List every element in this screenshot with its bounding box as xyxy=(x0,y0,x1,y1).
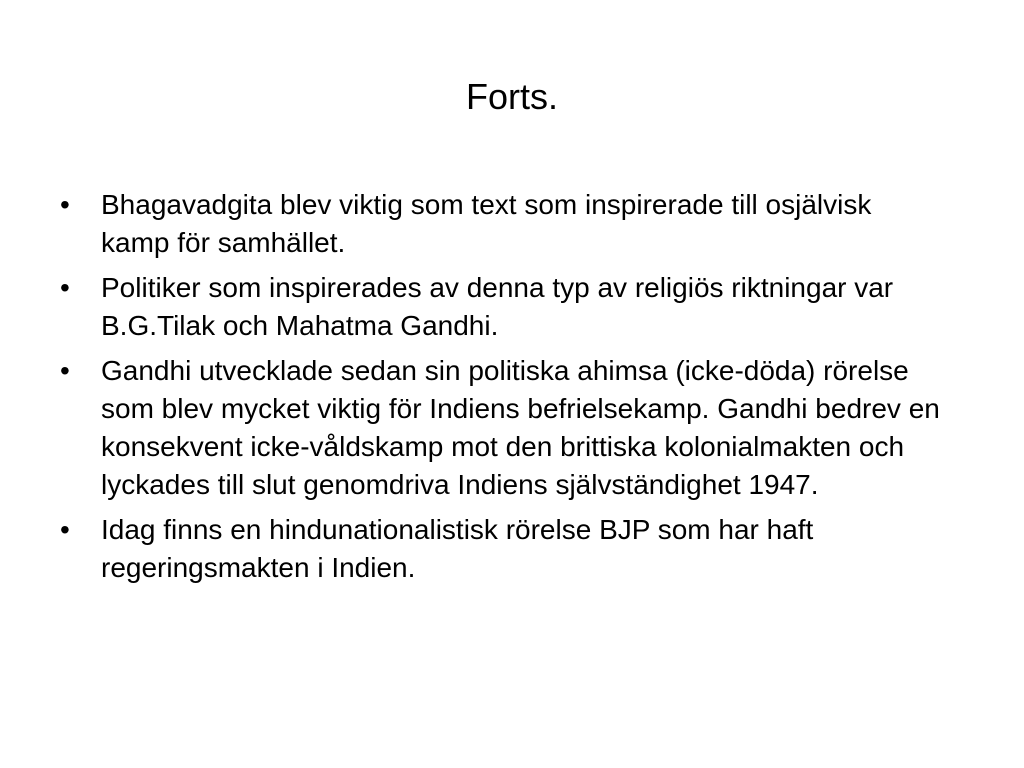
bullet-marker-icon: • xyxy=(60,189,70,220)
bullet-text: Bhagavadgita blev viktig som text som inspirerade till osjälvisk kamp för samhället. xyxy=(101,189,872,258)
bullet-item xyxy=(60,186,940,262)
bullet-item xyxy=(60,511,940,587)
slide-title: Forts. xyxy=(465,76,558,117)
bullet-list xyxy=(60,186,940,594)
bullet-marker-icon: • xyxy=(60,272,70,303)
bullet-item xyxy=(60,269,940,345)
bullet-marker-icon: • xyxy=(60,355,70,386)
bullet-text: Idag finns en hindunationalistisk rörelse BJP som har haft regeringsmakten i Indien. xyxy=(101,514,814,583)
bullet-item xyxy=(60,352,940,504)
bullet-text: Politiker som inspirerades av denna typ av religiös riktningar var B.G.Tilak och Mahatma Gandhi. xyxy=(101,272,894,341)
bullet-marker-icon: • xyxy=(60,514,70,545)
bullet-text: Gandhi utvecklade sedan sin politiska ahimsa (icke-döda) rörelse som blev mycket viktig för Indiens befrielsekamp. Gandhi bedrev en konsekvent icke-våldskamp mot den brittiska kolonialmakten och lyckades till slut genomdriva Indiens självständighet 1947. xyxy=(101,355,940,500)
